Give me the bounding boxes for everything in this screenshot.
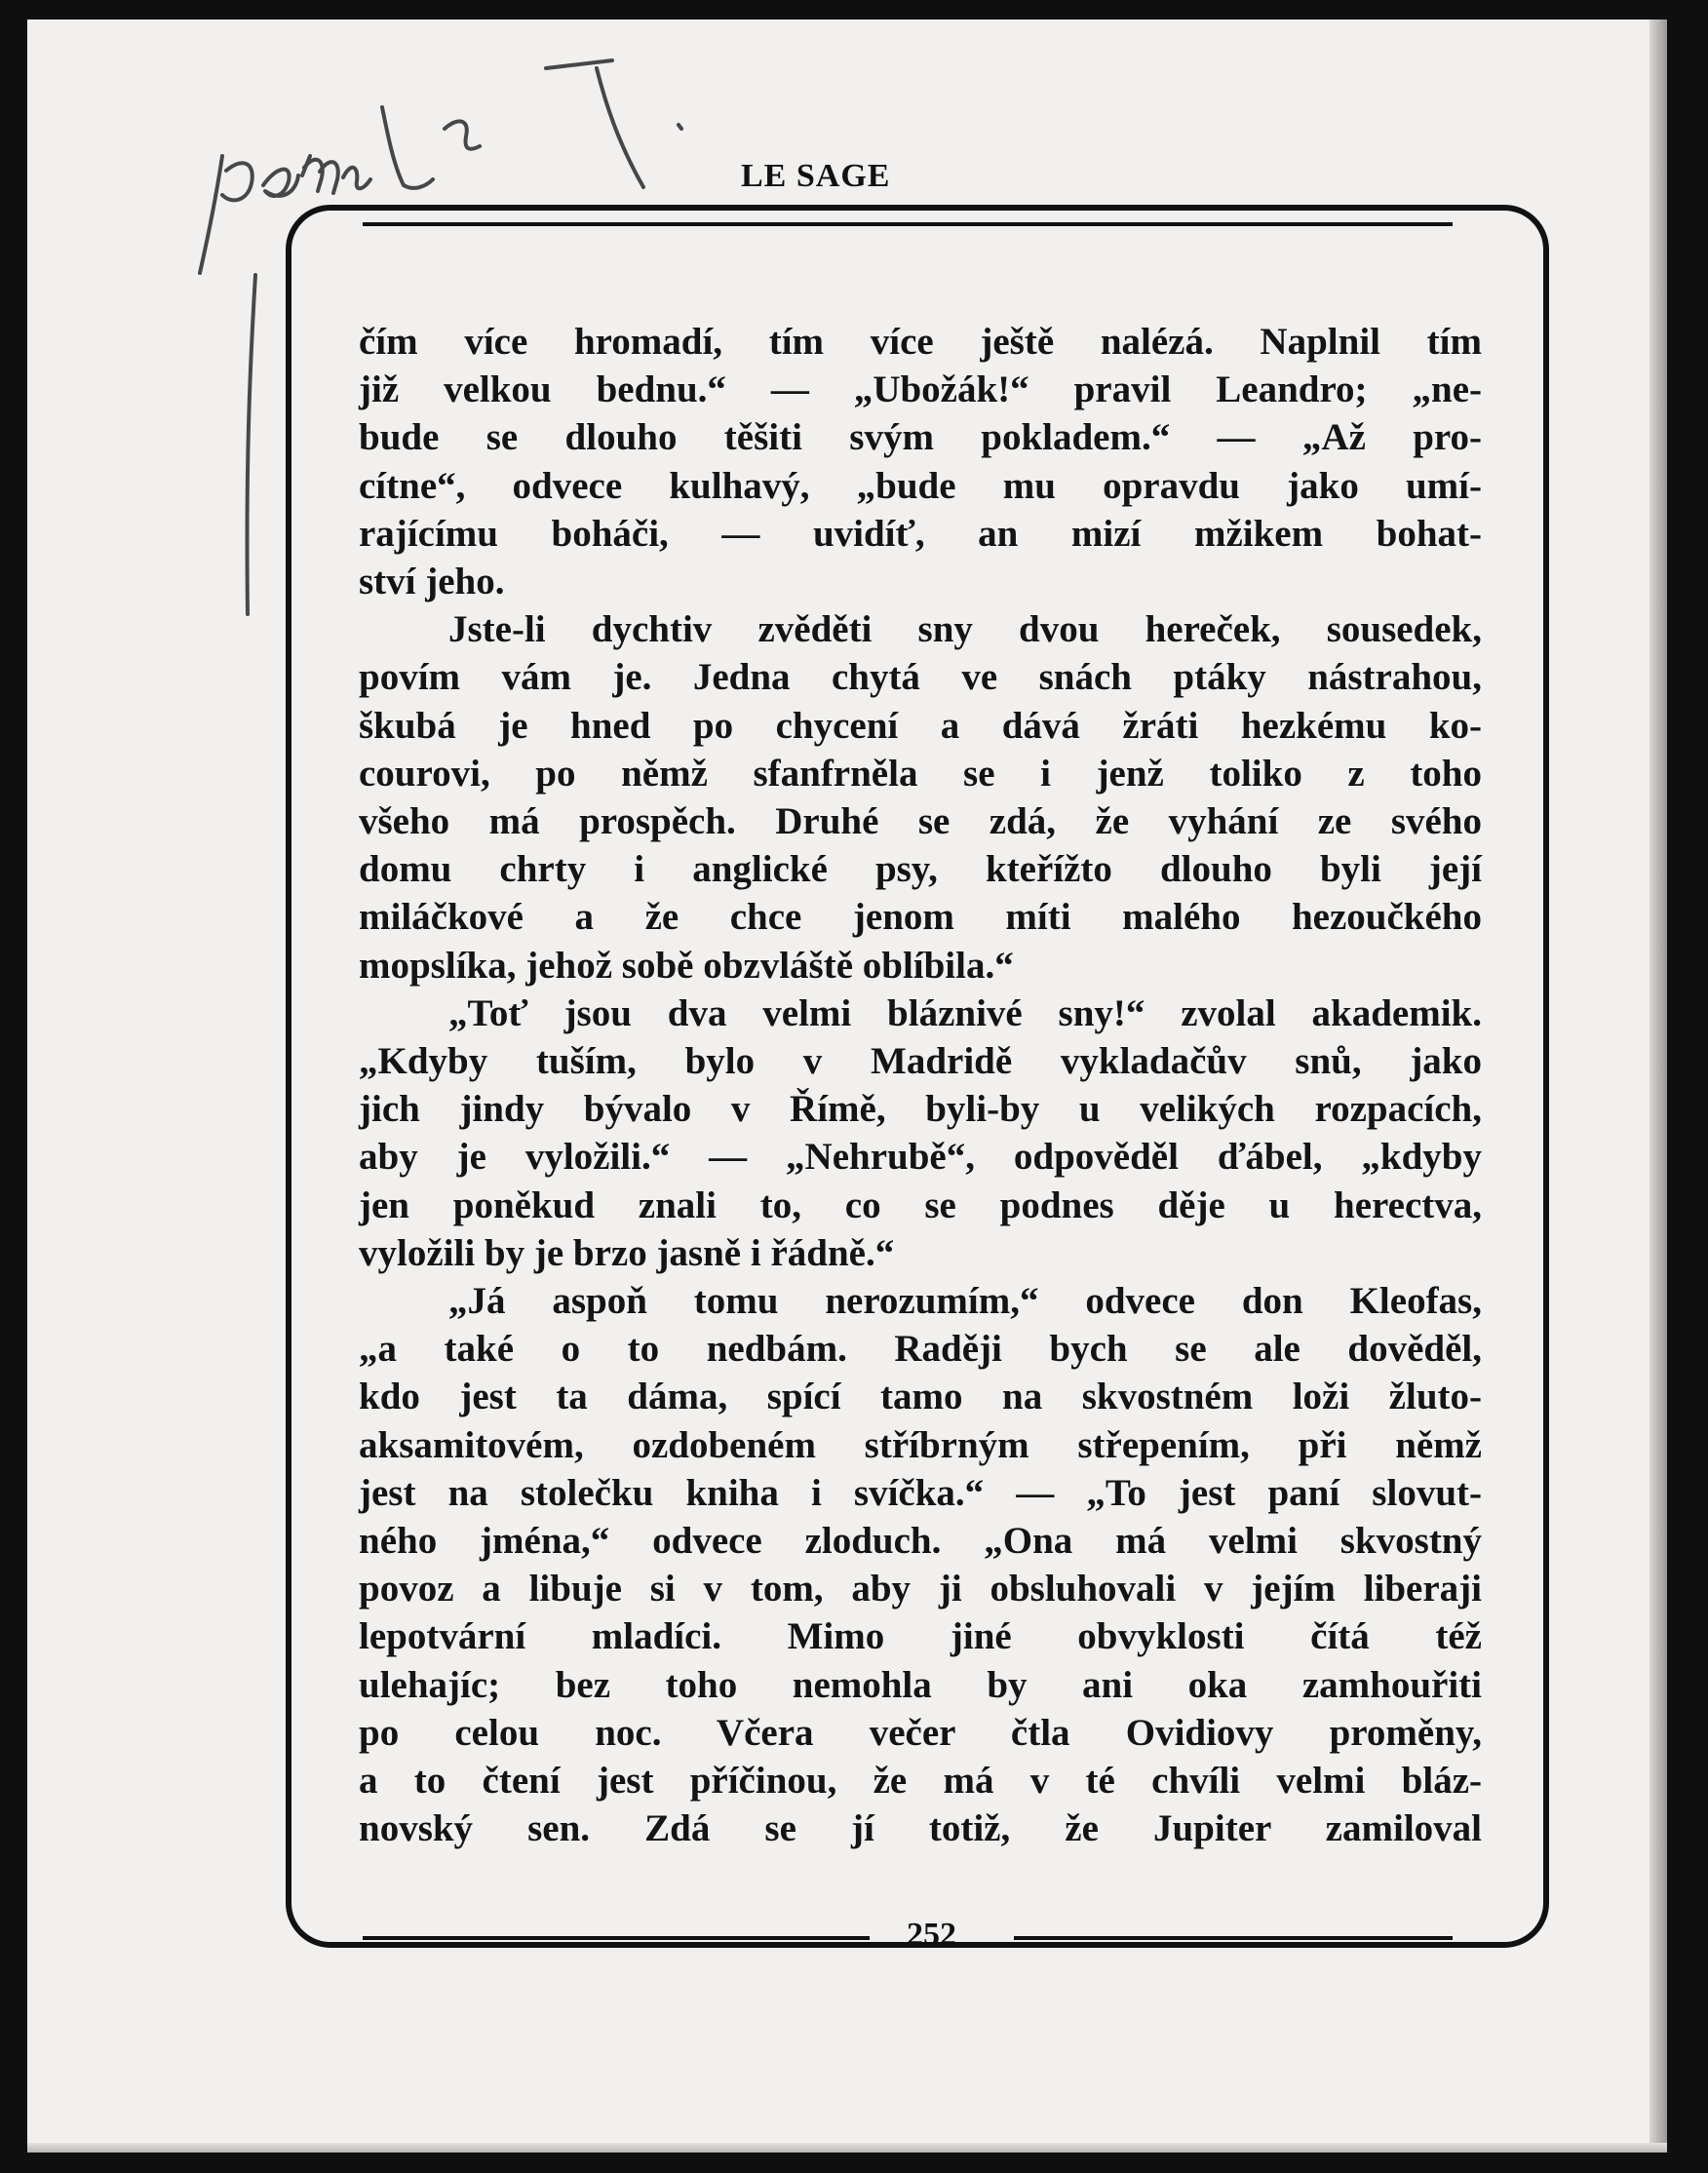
- text-line: domu chrty i anglické psy, kteřížto dlouho byli její: [359, 848, 1482, 891]
- text-line: cítne“, odvece kulhavý, „bude mu opravdu jako umí-: [359, 464, 1482, 507]
- text-line: po celou noc. Včera večer čtla Ovidiovy proměny,: [359, 1711, 1482, 1754]
- text-line: ulehajíc; bez toho nemohla by ani oka zamhouřiti: [359, 1663, 1482, 1706]
- text-line: povím vám je. Jedna chytá ve snách ptáky nástrahou,: [359, 656, 1482, 699]
- text-line: „Kdyby tuším, bylo v Madridě vykladačův snů, jako: [359, 1040, 1482, 1083]
- text-line: rajícímu boháči, — uvidíť, an mizí mžikem bohat-: [359, 512, 1482, 555]
- text-line: mopslíka, jehož sobě obzvláště oblíbila.“: [359, 944, 1014, 987]
- text-line: čím více hromadí, tím více ještě nalézá. Naplnil tím: [359, 321, 1482, 363]
- text-line: „Já aspoň tomu nerozumím,“ odvece don Kleofas,: [448, 1280, 1482, 1323]
- text-line: Jste-li dychtiv zvěděti sny dvou hereček, sousedek,: [448, 608, 1482, 651]
- text-line: miláčkové a že chce jenom míti malého hezoučkého: [359, 896, 1482, 939]
- text-line: kdo jest ta dáma, spící tamo na skvostném loži žluto-: [359, 1376, 1482, 1418]
- text-line: a to čtení jest příčinou, že má v té chvíli velmi bláz-: [359, 1760, 1482, 1803]
- running-head: LE SAGE: [741, 158, 891, 194]
- text-line: jich jindy bývalo v Římě, byli-by u velikých rozpacích,: [359, 1088, 1482, 1131]
- text-line: škubá je hned po chycení a dává žráti hezkému ko-: [359, 704, 1482, 747]
- text-line: ství jeho.: [359, 561, 505, 603]
- page-number: 252: [907, 1917, 956, 1953]
- text-line: courovi, po němž sfanfrněla se i jenž toliko z toho: [359, 752, 1482, 795]
- footer-rule-left: [363, 1936, 870, 1940]
- text-line: již velkou bednu.“ — „Ubožák!“ pravil Leandro; „ne-: [359, 369, 1482, 411]
- text-line: novský sen. Zdá se jí totiž, že Jupiter zamiloval: [359, 1807, 1482, 1850]
- text-line: bude se dlouho těšiti svým pokladem.“ — „Až pro-: [359, 416, 1482, 459]
- text-line: aksamitovém, ozdobeném stříbrným střepením, při němž: [359, 1423, 1482, 1466]
- footer-rule-right: [1014, 1936, 1453, 1940]
- text-line: povoz a libuje si v tom, aby ji obsluhovali v jejím liberaji: [359, 1568, 1482, 1610]
- text-line: jest na stolečku kniha i svíčka.“ — „To jest paní slovut-: [359, 1471, 1482, 1514]
- body-text: [359, 318, 1482, 1853]
- text-line: ného jména,“ odvece zloduch. „Ona má velmi skvostný: [359, 1520, 1482, 1563]
- text-line: „Toť jsou dva velmi bláznivé sny!“ zvolal akademik.: [448, 991, 1482, 1034]
- text-line: aby je vyložili.“ — „Nehrubě“, odpověděl ďábel, „kdyby: [359, 1136, 1482, 1179]
- text-line: lepotvární mladíci. Mimo jiné obvyklosti čítá též: [359, 1615, 1482, 1658]
- text-line: „a také o to nedbám. Raději bych se ale dověděl,: [359, 1328, 1482, 1371]
- text-line: vyložili by je brzo jasně i řádně.“: [359, 1231, 895, 1274]
- page-bottom-shadow: [27, 2143, 1667, 2153]
- text-line: jen poněkud znali to, co se podnes děje u herectva,: [359, 1184, 1482, 1226]
- text-line: všeho má prospěch. Druhé se zdá, že vyhání ze svého: [359, 800, 1482, 843]
- page-gutter-shadow: [1650, 19, 1667, 2153]
